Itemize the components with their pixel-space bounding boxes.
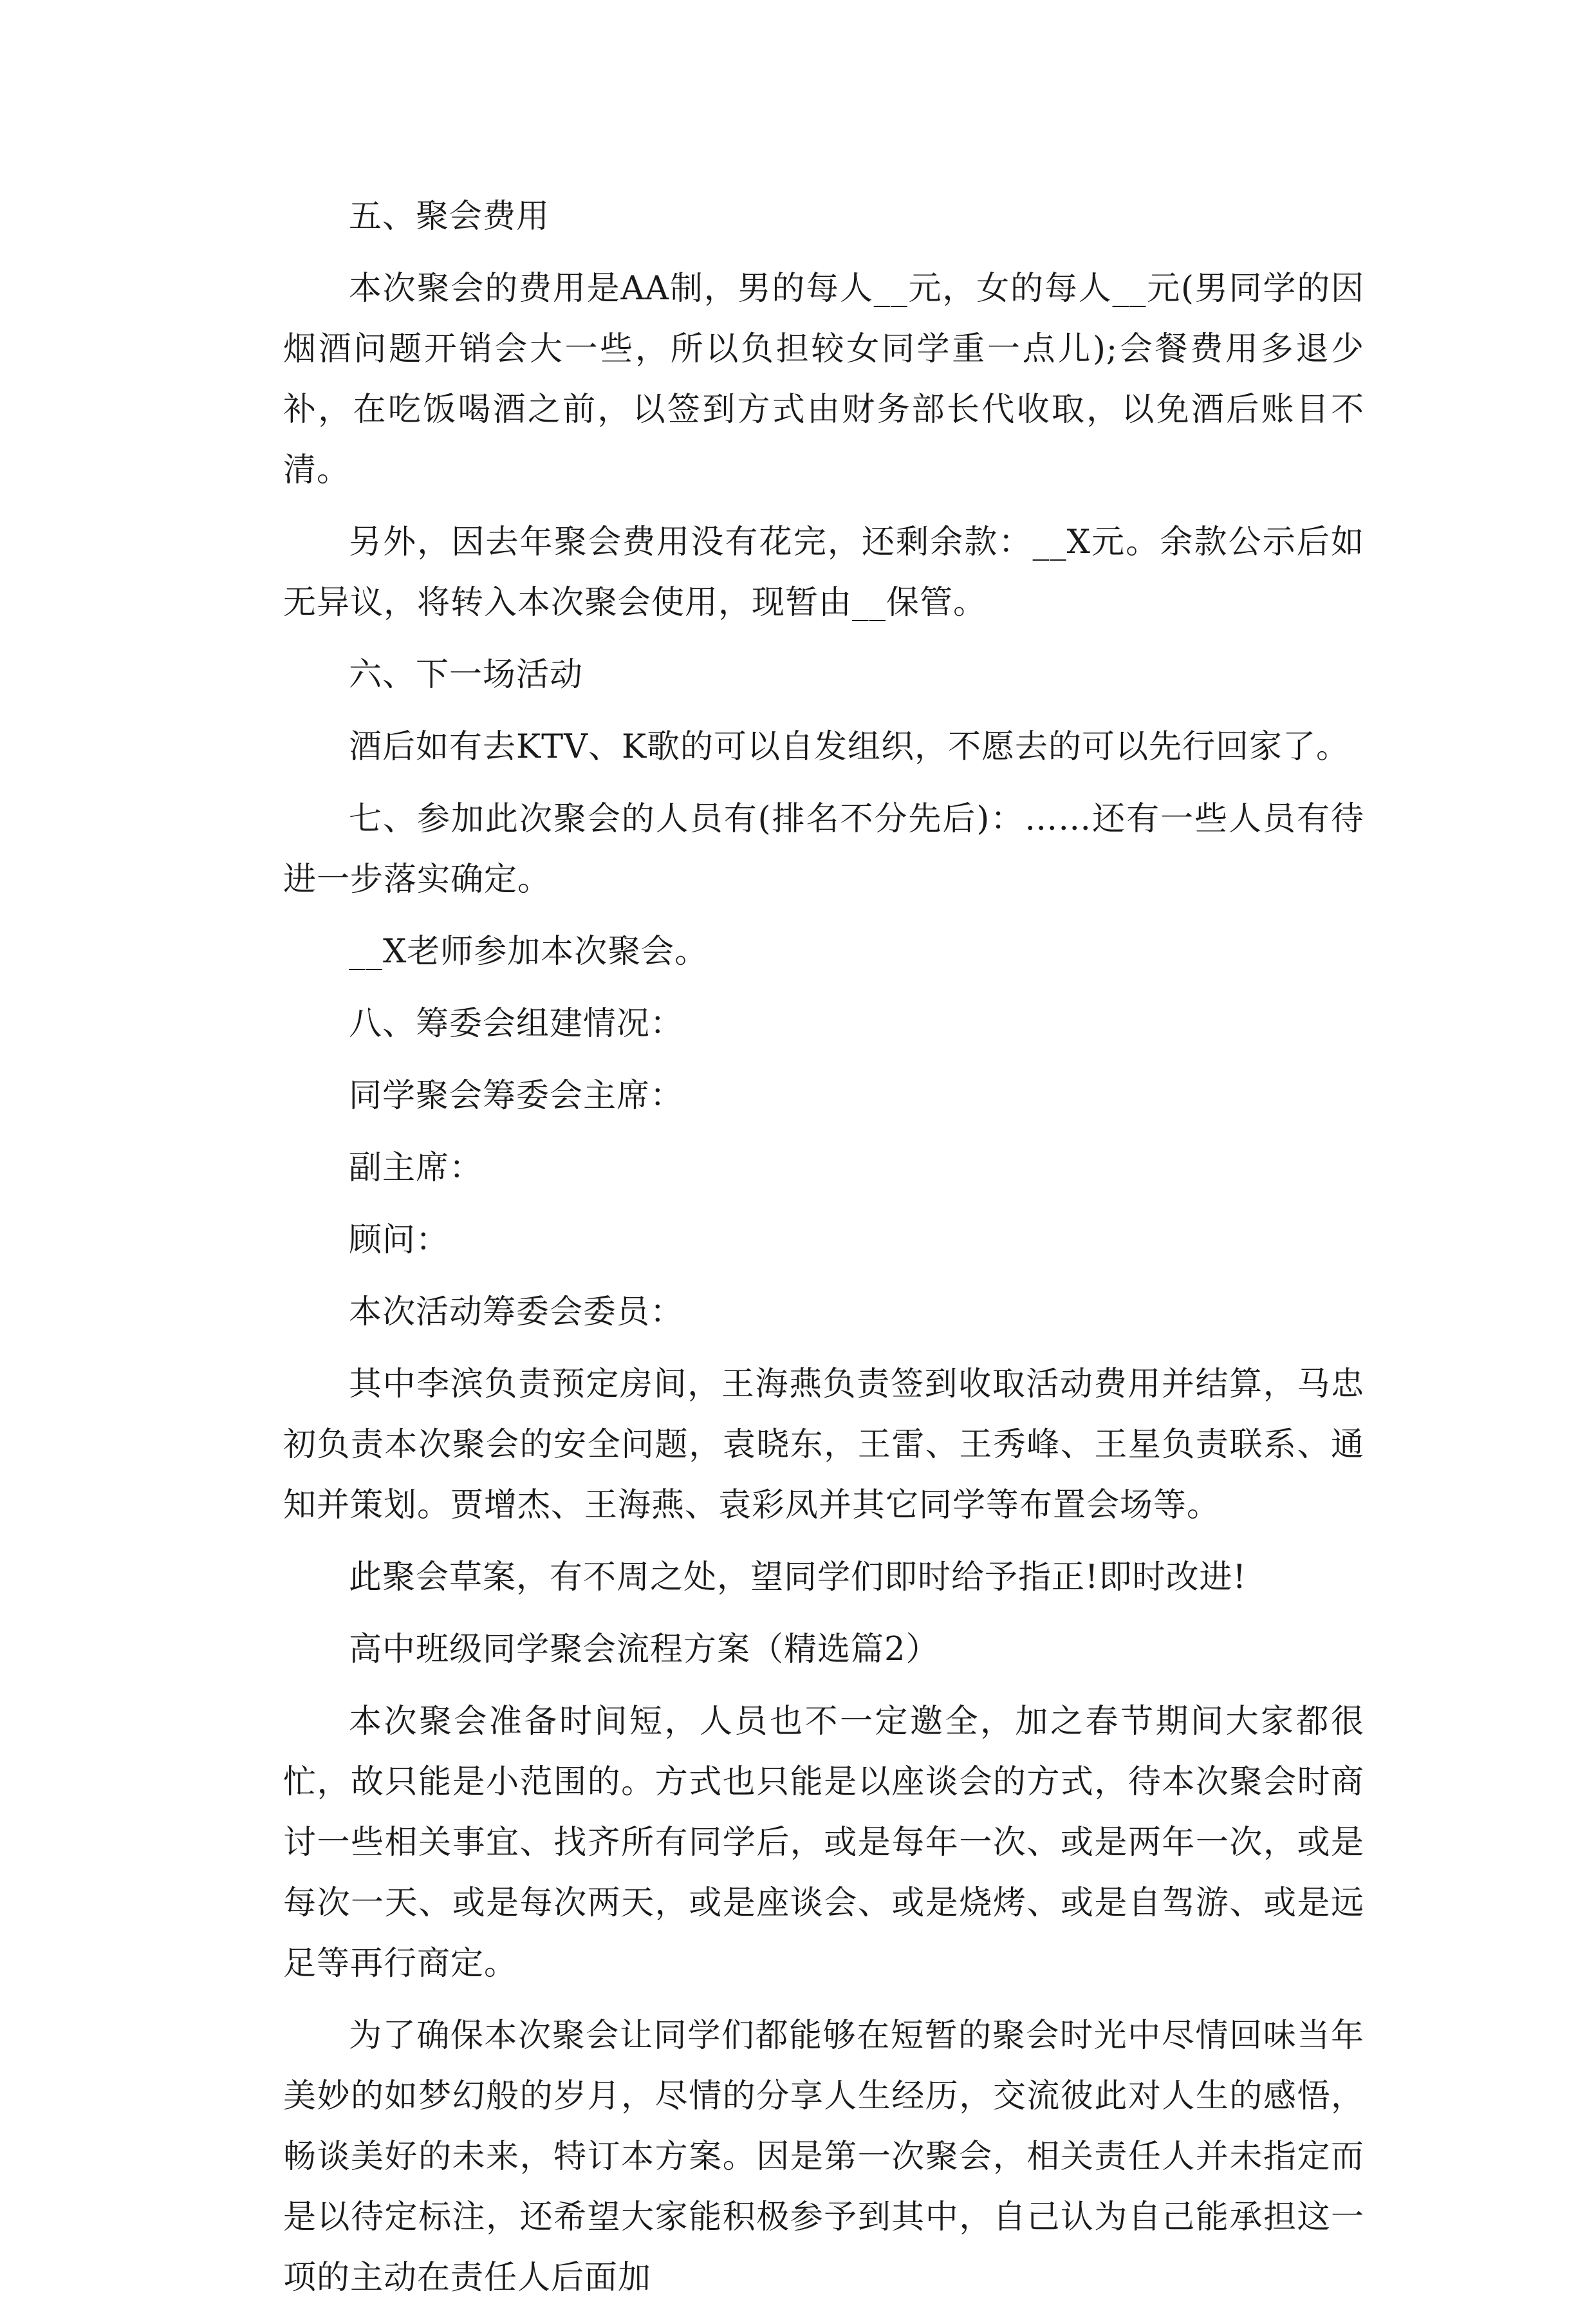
section-heading-next-activity: 六、下一场活动 [349,656,584,694]
article-title-part-2: 高中班级同学聚会流程方案（精选篇2） [349,1631,940,1669]
document-body [283,187,1364,2320]
section-heading-committee: 八、筹委会组建情况： [349,1005,684,1043]
paragraph-chairman: 同学聚会筹委会主席： [349,1077,684,1115]
paragraph-attendees: 七、参加此次聚会的人员有(排名不分先后)：……还有一些人员有待进一步落实确定。 [283,800,1364,899]
paragraph-ktv: 酒后如有去KTV、K歌的可以自发组织，不愿去的可以先行回家了。 [349,728,1350,766]
paragraph-remaining-funds: 另外，因去年聚会费用没有花完，还剩余款：__X元。余款公示后如无异议，将转入本次聚会使用，现暂由__保管。 [283,523,1364,622]
paragraph-teacher: __X老师参加本次聚会。 [349,933,709,971]
paragraph-fee-details: 本次聚会的费用是AA制，男的每人__元，女的每人__元(男同学的因烟酒问题开销会大一些，所以负担较女同学重一点儿);会餐费用多退少补，在吃饭喝酒之前，以签到方式由财务部长代收取，以免酒后账目不清。 [283,270,1364,489]
paragraph-responsibilities: 其中李滨负责预定房间，王海燕负责签到收取活动费用并结算，马忠初负责本次聚会的安全问题，袁晓东，王雷、王秀峰、王星负责联系、通知并策划。贾增杰、王海燕、袁彩凤并其它同学等布置会场等。 [283,1365,1364,1524]
section-heading-fee: 五、聚会费用 [349,198,550,236]
paragraph-preparation: 本次聚会准备时间短，人员也不一定邀全，加之春节期间大家都很忙，故只能是小范围的。方式也只能是以座谈会的方式，待本次聚会时商讨一些相关事宜、找齐所有同学后，或是每年一次、或是两年一次，或是每次一天、或是每次两天，或是座谈会、或是烧烤、或是自驾游、或是远足等再行商定。 [283,1703,1364,1983]
paragraph-vice-chairman: 副主席： [349,1149,483,1187]
paragraph-committee-members: 本次活动筹委会委员： [349,1293,684,1331]
paragraph-advisor: 顾问： [349,1221,450,1259]
paragraph-draft-note: 此聚会草案，有不周之处，望同学们即时给予指正!即时改进! [349,1558,1247,1596]
paragraph-purpose: 为了确保本次聚会让同学们都能够在短暂的聚会时光中尽情回味当年美妙的如梦幻般的岁月，尽情的分享人生经历，交流彼此对人生的感悟，畅谈美好的未来，特订本方案。因是第一次聚会，相关责任人并未指定而是以待定标注，还希望大家能积极参予到其中，自己认为自己能承担这一项的主动在责任人后面加 [283,2017,1364,2297]
